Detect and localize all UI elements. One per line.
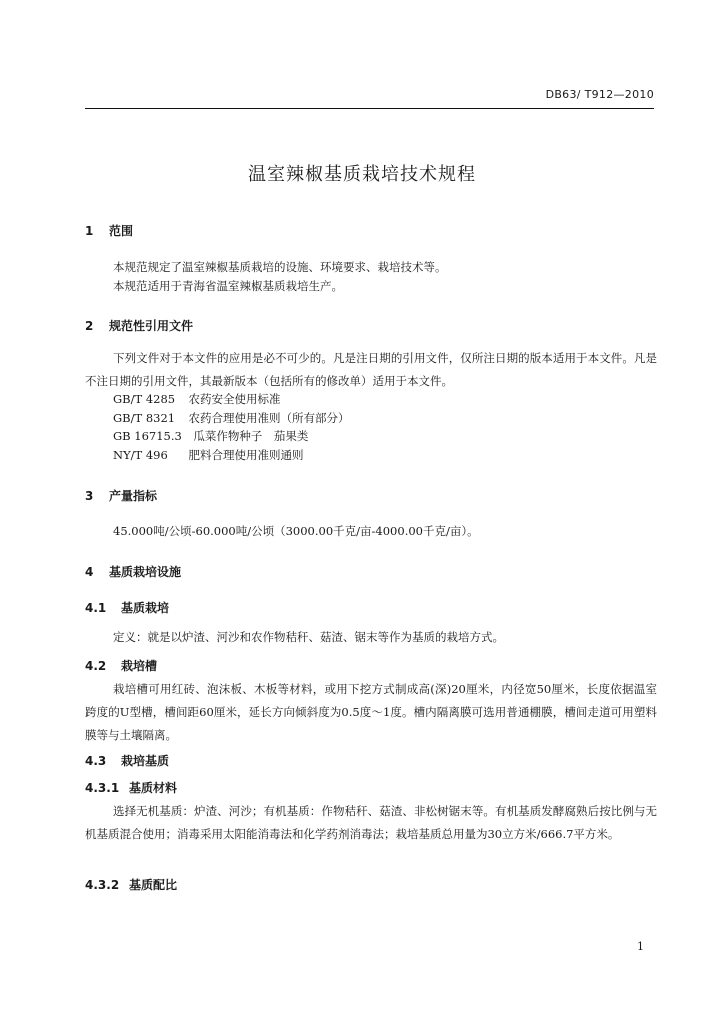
scope-line-1: 本规范规定了温室辣椒基质栽培的设施、环境要求、栽培技术等。	[113, 260, 447, 274]
reference-item	[113, 409, 350, 428]
section-title: 栽培槽	[121, 659, 158, 673]
trough-paragraph	[85, 678, 657, 747]
document-title: 温室辣椒基质栽培技术规程	[248, 164, 476, 185]
section-4-1-heading	[85, 599, 169, 616]
section-4-heading	[85, 563, 181, 580]
standard-code: DB63/ T912—2010	[545, 88, 654, 101]
reference-name: 农药安全使用标准	[188, 392, 281, 406]
page-number: 1	[637, 940, 644, 953]
section-number: 1	[85, 224, 94, 238]
reference-name: 肥料合理使用准则通则	[188, 447, 304, 462]
section-title: 规范性引用文件	[109, 319, 194, 333]
reference-item	[113, 446, 350, 465]
reference-code: GB 16715.3	[113, 429, 182, 443]
section-title: 基质栽培	[121, 601, 170, 615]
references-intro	[85, 347, 657, 393]
section-number: 4	[85, 565, 94, 579]
section-number: 4.1	[85, 601, 107, 615]
reference-name: 农药合理使用准则（所有部分）	[188, 410, 350, 425]
reference-code: GB/T 4285	[113, 392, 176, 406]
yield-target-text: 45.000吨/公顷-60.000吨/公顷（3000.00千克/亩-4000.00千克/亩）。	[113, 524, 479, 538]
section-2-heading	[85, 317, 193, 334]
reference-code: GB/T 8321	[113, 410, 176, 425]
section-title: 范围	[109, 224, 134, 238]
section-number: 4.3	[85, 754, 107, 768]
section-title: 栽培基质	[121, 754, 170, 768]
reference-item	[113, 390, 350, 409]
section-4-3-2-heading	[85, 876, 177, 893]
reference-code: NY/T 496	[113, 447, 168, 462]
reference-item	[113, 427, 350, 446]
section-number: 4.3.2	[85, 878, 120, 892]
substrate-materials-paragraph	[85, 800, 657, 846]
header-rule	[85, 108, 654, 109]
substrate-definition: 定义：就是以炉渣、河沙和农作物秸秆、菇渣、锯末等作为基质的栽培方式。	[113, 630, 504, 644]
paragraph: 栽培槽可用红砖、泡沫板、木板等材料，或用下挖方式制成高(深)20厘米，内径宽50厘米，长度依据温室跨度的U型槽，槽间距60厘米，延长方向倾斜度为0.5度～1度。槽内隔离膜可选用普通棚膜，槽间走道可用塑料膜等与土壤隔离。	[85, 682, 657, 742]
reference-list	[113, 390, 350, 464]
section-1-heading	[85, 222, 133, 239]
section-4-3-heading	[85, 752, 169, 769]
section-number: 2	[85, 319, 94, 333]
paragraph: 下列文件对于本文件的应用是必不可少的。凡是注日期的引用文件，仅所注日期的版本适用于本文件。凡是不注日期的引用文件，其最新版本（包括所有的修改单）适用于本文件。	[85, 351, 657, 388]
section-4-3-1-heading	[85, 779, 177, 796]
section-title: 基质材料	[129, 781, 178, 795]
scope-line-2: 本规范适用于青海省温室辣椒基质栽培生产。	[113, 279, 343, 293]
section-4-2-heading	[85, 657, 157, 674]
reference-name: 瓜菜作物种子 茄果类	[193, 429, 309, 443]
section-title: 产量指标	[109, 489, 158, 503]
section-title: 基质栽培设施	[109, 565, 182, 579]
section-title: 基质配比	[129, 878, 178, 892]
section-3-heading	[85, 487, 157, 504]
section-number: 4.2	[85, 659, 107, 673]
section-number: 3	[85, 489, 94, 503]
section-number: 4.3.1	[85, 781, 120, 795]
paragraph: 选择无机基质：炉渣、河沙；有机基质：作物秸秆、菇渣、非松树锯末等。有机基质发酵腐熟后按比例与无机基质混合使用；消毒采用太阳能消毒法和化学药剂消毒法；栽培基质总用量为30立方米/666.7平方米。	[85, 804, 657, 841]
